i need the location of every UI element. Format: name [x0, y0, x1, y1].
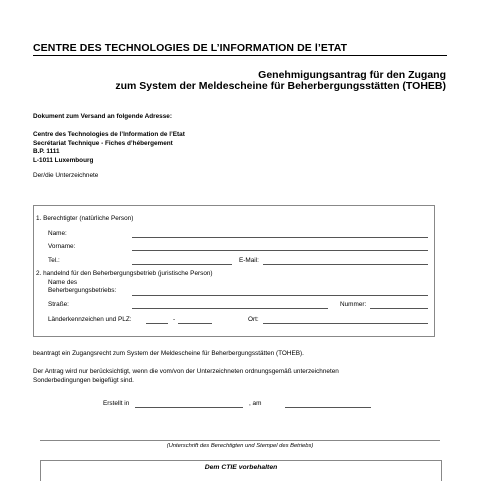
email-field[interactable]: [263, 264, 428, 265]
created-in-label: Erstellt in: [103, 400, 130, 407]
section-1-label: 1. Berechtigter (natürliche Person): [36, 215, 134, 222]
organization-name: CENTRE DES TECHNOLOGIES DE L’INFORMATION DE l’ETAT: [33, 42, 348, 54]
country-zip-label: Länderkennzeichen und PLZ:: [48, 316, 132, 323]
name-field[interactable]: [132, 237, 428, 238]
firstname-label: Vorname:: [48, 243, 76, 250]
place-field[interactable]: [263, 323, 428, 324]
place-label: Ort:: [248, 316, 259, 323]
form-title-line-2: zum System der Meldescheine für Beherbergungsstätten (TOHEB): [115, 80, 446, 92]
tel-field[interactable]: [132, 264, 232, 265]
business-name-label: [48, 279, 116, 295]
date-field[interactable]: [285, 407, 371, 408]
country-code-field[interactable]: [146, 323, 168, 324]
business-name-field[interactable]: [132, 295, 428, 296]
address-line-1: Centre des Technologies de l’Information de l’Etat: [33, 131, 185, 138]
email-label: E-Mail:: [239, 257, 259, 264]
signature-line[interactable]: [40, 440, 440, 441]
section-2-label: 2. handelnd für den Beherbergungsbetrieb (juristische Person): [36, 270, 213, 277]
address-line-3: B.P. 1111: [33, 148, 60, 156]
business-name-label-1: Name des: [48, 279, 78, 286]
header-divider: [33, 55, 447, 56]
zip-dash: -: [173, 316, 176, 323]
street-field[interactable]: [132, 308, 328, 309]
firstname-field[interactable]: [132, 250, 428, 251]
address-intro: Dokument zum Versand an folgende Adresse:: [33, 113, 172, 120]
number-field[interactable]: [370, 308, 428, 309]
condition-line-1: Der Antrag wird nur berücksichtigt, wenn die vom/von der Unterzeichneten ordnungsgemäß unterzeichneten: [33, 368, 339, 375]
request-text: beantragt ein Zugangsrecht zum System der Meldescheine für Beherbergungsstätten (TOHEB).: [33, 350, 304, 357]
mailing-address: [33, 131, 185, 165]
date-label: , am: [249, 400, 262, 407]
applicant-form-box: [33, 205, 435, 337]
condition-text: [33, 368, 339, 385]
tel-label: Tel.:: [48, 257, 60, 264]
street-label: Straße:: [48, 301, 69, 308]
zip-field[interactable]: [178, 323, 212, 324]
condition-line-2: Sonderbedingungen beigefügt sind.: [33, 376, 134, 384]
address-line-4: L-1011 Luxembourg: [33, 156, 94, 164]
reserved-box: [40, 460, 442, 481]
number-label: Nummer:: [340, 301, 367, 308]
name-label: Name:: [48, 230, 67, 237]
signature-caption: (Unterschrift des Berechtigten und Stempel des Betriebs): [166, 443, 314, 449]
created-in-field[interactable]: [135, 407, 243, 408]
business-name-label-2: Beherbergungsbetriebs:: [48, 287, 117, 294]
reserved-label: Dem CTIE vorbehalten: [204, 464, 278, 471]
address-line-2: Secrétariat Technique - Fiches d’hébergement: [33, 139, 173, 147]
form-title-line-1: Genehmigungsantrag für den Zugang: [258, 69, 446, 81]
undersigned-label: Der/die Unterzeichnete: [33, 172, 99, 179]
